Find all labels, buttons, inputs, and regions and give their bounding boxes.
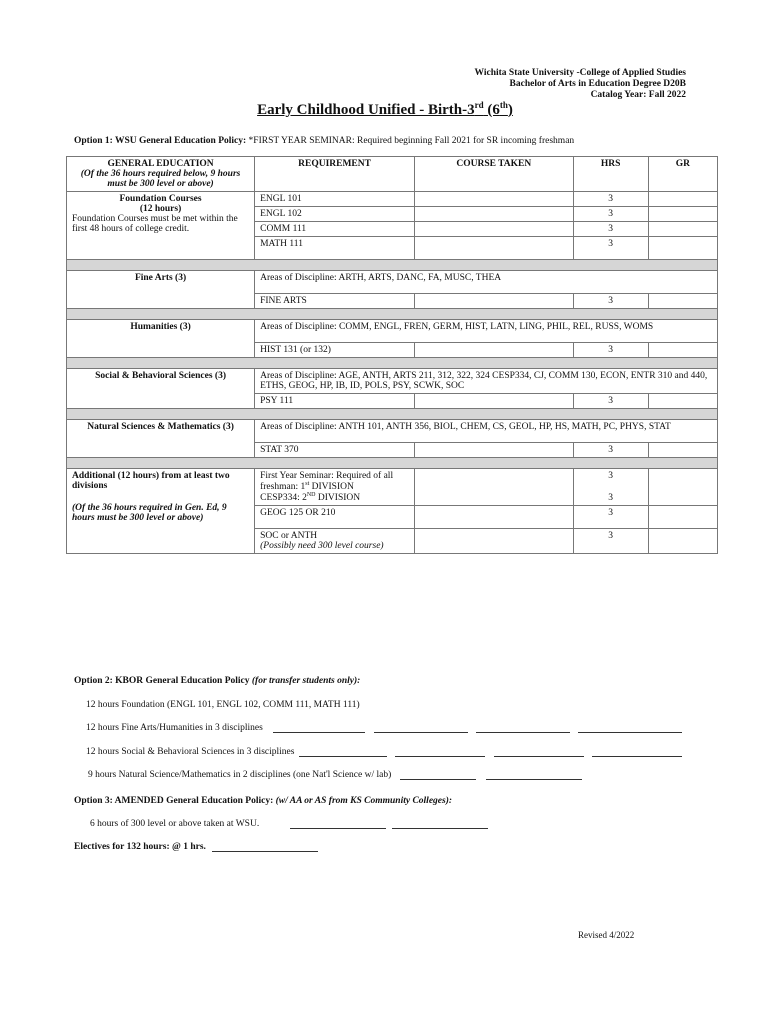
req-cell: HIST 131 (or 132) [255,343,415,358]
hrs-cell: 3 [573,192,648,207]
page-title: Early Childhood Unified - Birth-3rd (6th) [257,100,513,118]
blank-field[interactable] [476,723,570,733]
option1-label: Option 1: WSU General Education Policy: [74,136,247,146]
table-row [67,420,718,443]
blank-field[interactable] [486,770,582,780]
section-divider [67,458,718,469]
option1-line [74,136,574,146]
foundation-label: Foundation Courses [119,194,202,204]
hrs-cell: 3 [573,207,648,222]
course-taken-cell[interactable] [415,222,574,237]
blank-field[interactable] [392,819,488,829]
course-taken-cell[interactable] [415,207,574,222]
gr-cell[interactable] [648,294,717,309]
course-taken-header: COURSE TAKEN [415,157,574,178]
option3-line-1: 6 hours of 300 level or above taken at WSU. [90,819,488,829]
gr-cell[interactable] [648,192,717,207]
header-catalog-year: Catalog Year: Fall 2022 [590,90,686,100]
hrs-cell: 3 [573,343,648,358]
course-taken-cell[interactable] [415,469,574,506]
req-cell [255,469,415,506]
course-taken-cell[interactable] [415,443,574,458]
blank-field[interactable] [395,747,485,757]
course-taken-cell[interactable] [415,394,574,409]
course-taken-cell[interactable] [415,294,574,309]
gen-ed-header-cell [67,157,255,192]
section-divider [67,260,718,271]
social-areas: Areas of Discipline: AGE, ANTH, ARTS 211, 312, 322, 324 CESP334, CJ, COMM 130, ECON, ENTR 310 and 440, ETHS, GEOG, HP, IB, ID, POLS, PSY, SCWK, SOC [255,369,718,394]
social-label: Social & Behavioral Sciences (3) [67,369,255,409]
option2-heading: Option 2: KBOR General Education Policy (for transfer students only): [74,676,361,686]
option1-text: *FIRST YEAR SEMINAR: Required beginning Fall 2021 for SR incoming freshman [246,136,575,146]
revised-date: Revised 4/2022 [578,930,635,940]
fine-arts-label: Fine Arts (3) [67,271,255,309]
electives-line: Electives for 132 hours: @ 1 hrs. [74,842,318,852]
table-row [67,271,718,294]
humanities-label: Humanities (3) [67,320,255,358]
section-divider [67,409,718,420]
gen-ed-note: (Of the 36 hours required below, 9 hours must be 300 level or above) [80,169,241,189]
natural-areas: Areas of Discipline: ANTH 101, ANTH 356, BIOL, CHEM, CS, GEOL, HP, HS, MATH, PC, PHYS, STAT [255,420,718,443]
gen-ed-table [66,156,718,554]
hrs-cell: 3 [573,394,648,409]
course-taken-cell[interactable] [415,192,574,207]
cesp-req: CESP334: 2ND DIVISION [260,492,361,504]
option2-line-2: 12 hours Fine Arts/Humanities in 3 disciplines [86,723,682,733]
req-cell: FINE ARTS [255,294,415,309]
gr-cell[interactable] [648,343,717,358]
req-cell: ENGL 101 [255,192,415,207]
header-university: Wichita State University -College of Applied Studies [474,68,686,78]
blank-field[interactable] [212,842,318,852]
soc-req: SOC or ANTH [260,531,318,542]
req-cell: GEOG 125 OR 210 [255,506,415,529]
section-divider [67,309,718,320]
fine-arts-areas: Areas of Discipline: ARTH, ARTS, DANC, FA, MUSC, THEA [255,271,718,294]
course-taken-cell[interactable] [415,343,574,358]
gr-cell[interactable] [648,237,717,260]
blank-field[interactable] [374,723,468,733]
gr-cell[interactable] [648,394,717,409]
option3-heading: Option 3: AMENDED General Education Policy: (w/ AA or AS from KS Community Colleges): [74,796,453,806]
table-row [67,469,718,506]
gr-cell[interactable] [648,529,717,554]
gr-cell[interactable] [648,506,717,529]
table-row [67,369,718,394]
section-divider [67,358,718,369]
course-taken-cell[interactable] [415,237,574,260]
foundation-note: Foundation Courses must be met within the first 48 hours of college credit. [72,214,238,234]
header-degree: Bachelor of Arts in Education Degree D20B [509,79,686,89]
option2-line-3: 12 hours Social & Behavioral Sciences in 3 disciplines [86,747,682,757]
blank-field[interactable] [299,747,387,757]
hrs-header: HRS [573,157,648,178]
req-cell: MATH 111 [255,237,415,260]
blank-field[interactable] [273,723,365,733]
gr-cell[interactable] [648,443,717,458]
req-cell [255,529,415,554]
blank-field[interactable] [494,747,584,757]
course-taken-cell[interactable] [415,529,574,554]
blank-field[interactable] [400,770,476,780]
gr-cell[interactable] [648,207,717,222]
req-cell: STAT 370 [255,443,415,458]
hrs-cell: 3 [573,237,648,260]
gr-header: GR [648,157,717,178]
requirement-header: REQUIREMENT [255,157,415,178]
fys-req: First Year Seminar: Required of all freshman: 1st DIVISION [260,471,394,493]
gen-ed-header: GENERAL EDUCATION [107,159,214,169]
foundation-hours: (12 hours) [139,204,182,214]
hrs-cell: 3 [573,294,648,309]
option2-line-4: 9 hours Natural Science/Mathematics in 2 disciplines (one Nat'l Science w/ lab) [88,770,582,780]
req-cell: ENGL 102 [255,207,415,222]
hrs-cell: 3 [573,529,648,554]
option2-line-1: 12 hours Foundation (ENGL 101, ENGL 102, COMM 111, MATH 111) [86,700,360,710]
table-header-row [67,157,718,178]
gr-cell[interactable] [648,469,717,506]
soc-note: (Possibly need 300 level course) [260,541,384,552]
hrs-cell: 3 [573,506,648,529]
program-header [475,68,686,101]
course-taken-cell[interactable] [415,506,574,529]
blank-field[interactable] [592,747,682,757]
hrs-cell: 3 [573,222,648,237]
additional-label: Additional (12 hours) from at least two divisions [72,471,230,491]
additional-note: (Of the 36 hours required in Gen. Ed, 9 hours must be 300 level or above) [72,503,227,523]
blank-field[interactable] [290,819,386,829]
additional-cell [67,469,255,554]
hrs-cell: 3 [573,443,648,458]
blank-field[interactable] [578,723,682,733]
natural-label: Natural Sciences & Mathematics (3) [67,420,255,458]
req-cell: PSY 111 [255,394,415,409]
table-row [67,192,718,207]
table-row [67,320,718,343]
humanities-areas: Areas of Discipline: COMM, ENGL, FREN, GERM, HIST, LATN, LING, PHIL, REL, RUSS, WOMS [255,320,718,343]
foundation-cell [67,192,255,260]
req-cell: COMM 111 [255,222,415,237]
hrs-cell: 3 3 [573,469,648,506]
gr-cell[interactable] [648,222,717,237]
